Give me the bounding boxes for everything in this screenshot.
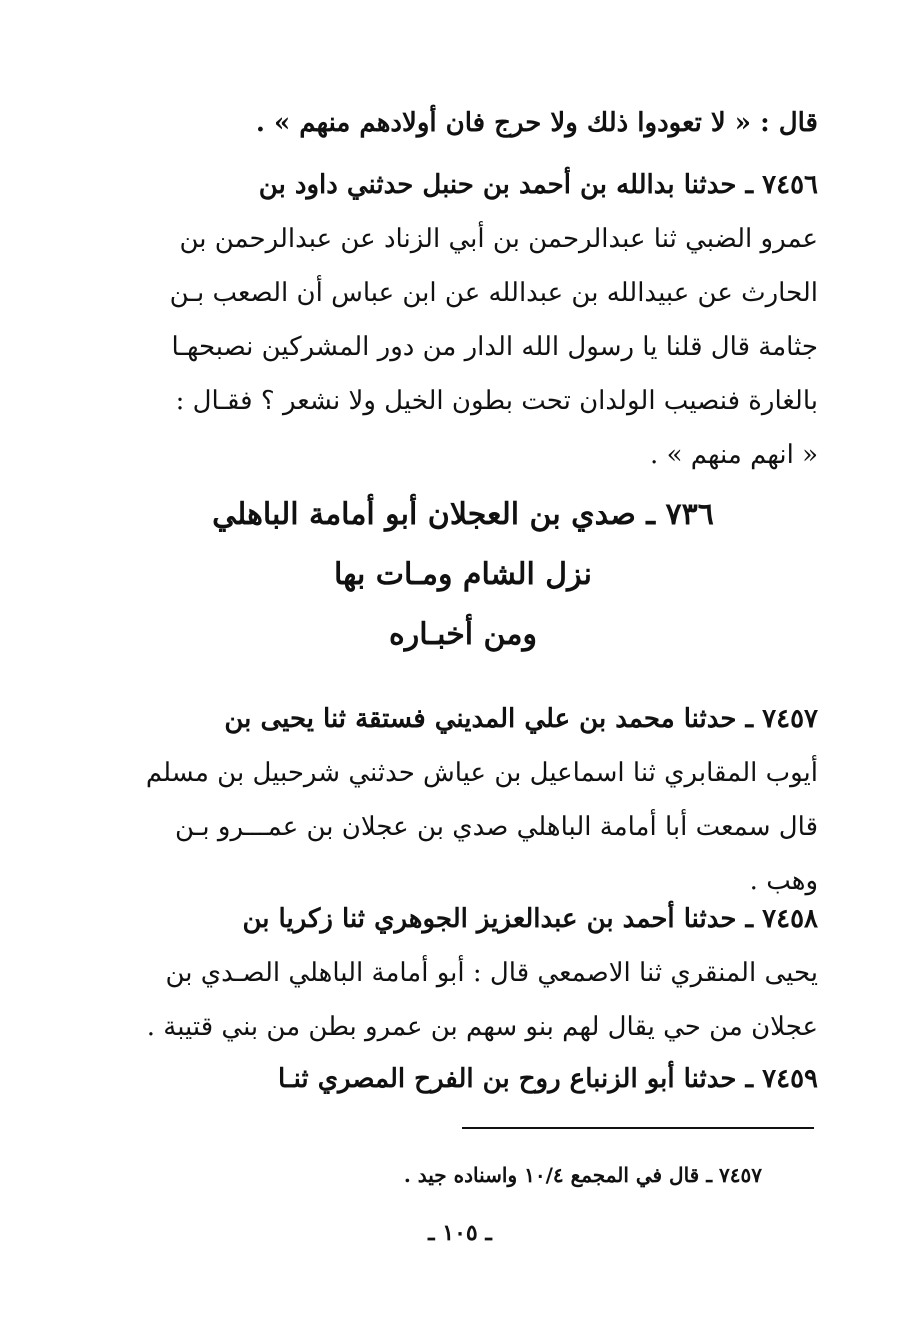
text-line: « انهم منهم » . — [650, 440, 818, 470]
text-line: بالغارة فنصيب الولدان تحت بطون الخيل ولا نشعر ؟ فقـال : — [175, 386, 818, 416]
text-line: عجلان من حي يقال لهم بنو سهم بن عمرو بطن من بني قتيبة . — [146, 1012, 818, 1042]
hadith-7459 — [108, 1052, 818, 1106]
text-line: قال : « لا تعودوا ذلك ولا حرج فان أولادهم منهم » . — [255, 108, 818, 138]
hadith-7458 — [108, 892, 818, 1054]
text-line: وهب . — [749, 866, 818, 896]
heading-line-3: ومن أخبـاره — [389, 617, 537, 652]
footnote: ٧٤٥٧ ـ قال في المجمع ١٠/٤ واسناده جيد . — [403, 1163, 762, 1187]
text-line: ٧٤٥٨ ـ حدثنا أحمد بن عبدالعزيز الجوهري ثنا زكريا بن — [242, 904, 818, 934]
section-heading — [108, 485, 818, 665]
text-line: ٧٤٥٧ ـ حدثنا محمد بن علي المديني فستقة ثنا يحيى بن — [224, 704, 818, 734]
text-line: عمرو الضبي ثنا عبدالرحمن بن أبي الزناد عن عبدالرحمن بن — [179, 224, 818, 254]
text-line: ٧٤٥٩ ـ حدثنا أبو الزنباع روح بن الفرح المصري ثنـا — [278, 1064, 818, 1094]
footnote-divider — [462, 1127, 814, 1129]
text-block-opening — [108, 96, 818, 150]
text-line: يحيى المنقري ثنا الاصمعي قال : أبو أمامة الباهلي الصـدي بن — [165, 958, 818, 988]
page-number: ـ ١٠٥ ـ — [428, 1220, 492, 1246]
text-line: جثامة قال قلنا يا رسول الله الدار من دور المشركين نصبحهـا — [171, 332, 818, 362]
text-line: ٧٤٥٦ ـ حدثنا بدالله بن أحمد بن حنبل حدثني داود بن — [258, 170, 818, 200]
hadith-7456 — [108, 158, 818, 482]
heading-line-2: نزل الشام ومـات بها — [333, 557, 593, 592]
text-line: قال سمعت أبا أمامة الباهلي صدي بن عجلان بن عمـــرو بـن — [175, 812, 818, 842]
hadith-7457 — [108, 692, 818, 908]
heading-line-1: ٧٣٦ ـ صدي بن العجلان أبو أمامة الباهلي — [212, 497, 714, 532]
text-line: الحارث عن عبيدالله بن عبدالله عن ابن عباس أن الصعب بـن — [169, 278, 818, 308]
text-line: أيوب المقابري ثنا اسماعيل بن عياش حدثني شرحبيل بن مسلم — [145, 758, 818, 788]
